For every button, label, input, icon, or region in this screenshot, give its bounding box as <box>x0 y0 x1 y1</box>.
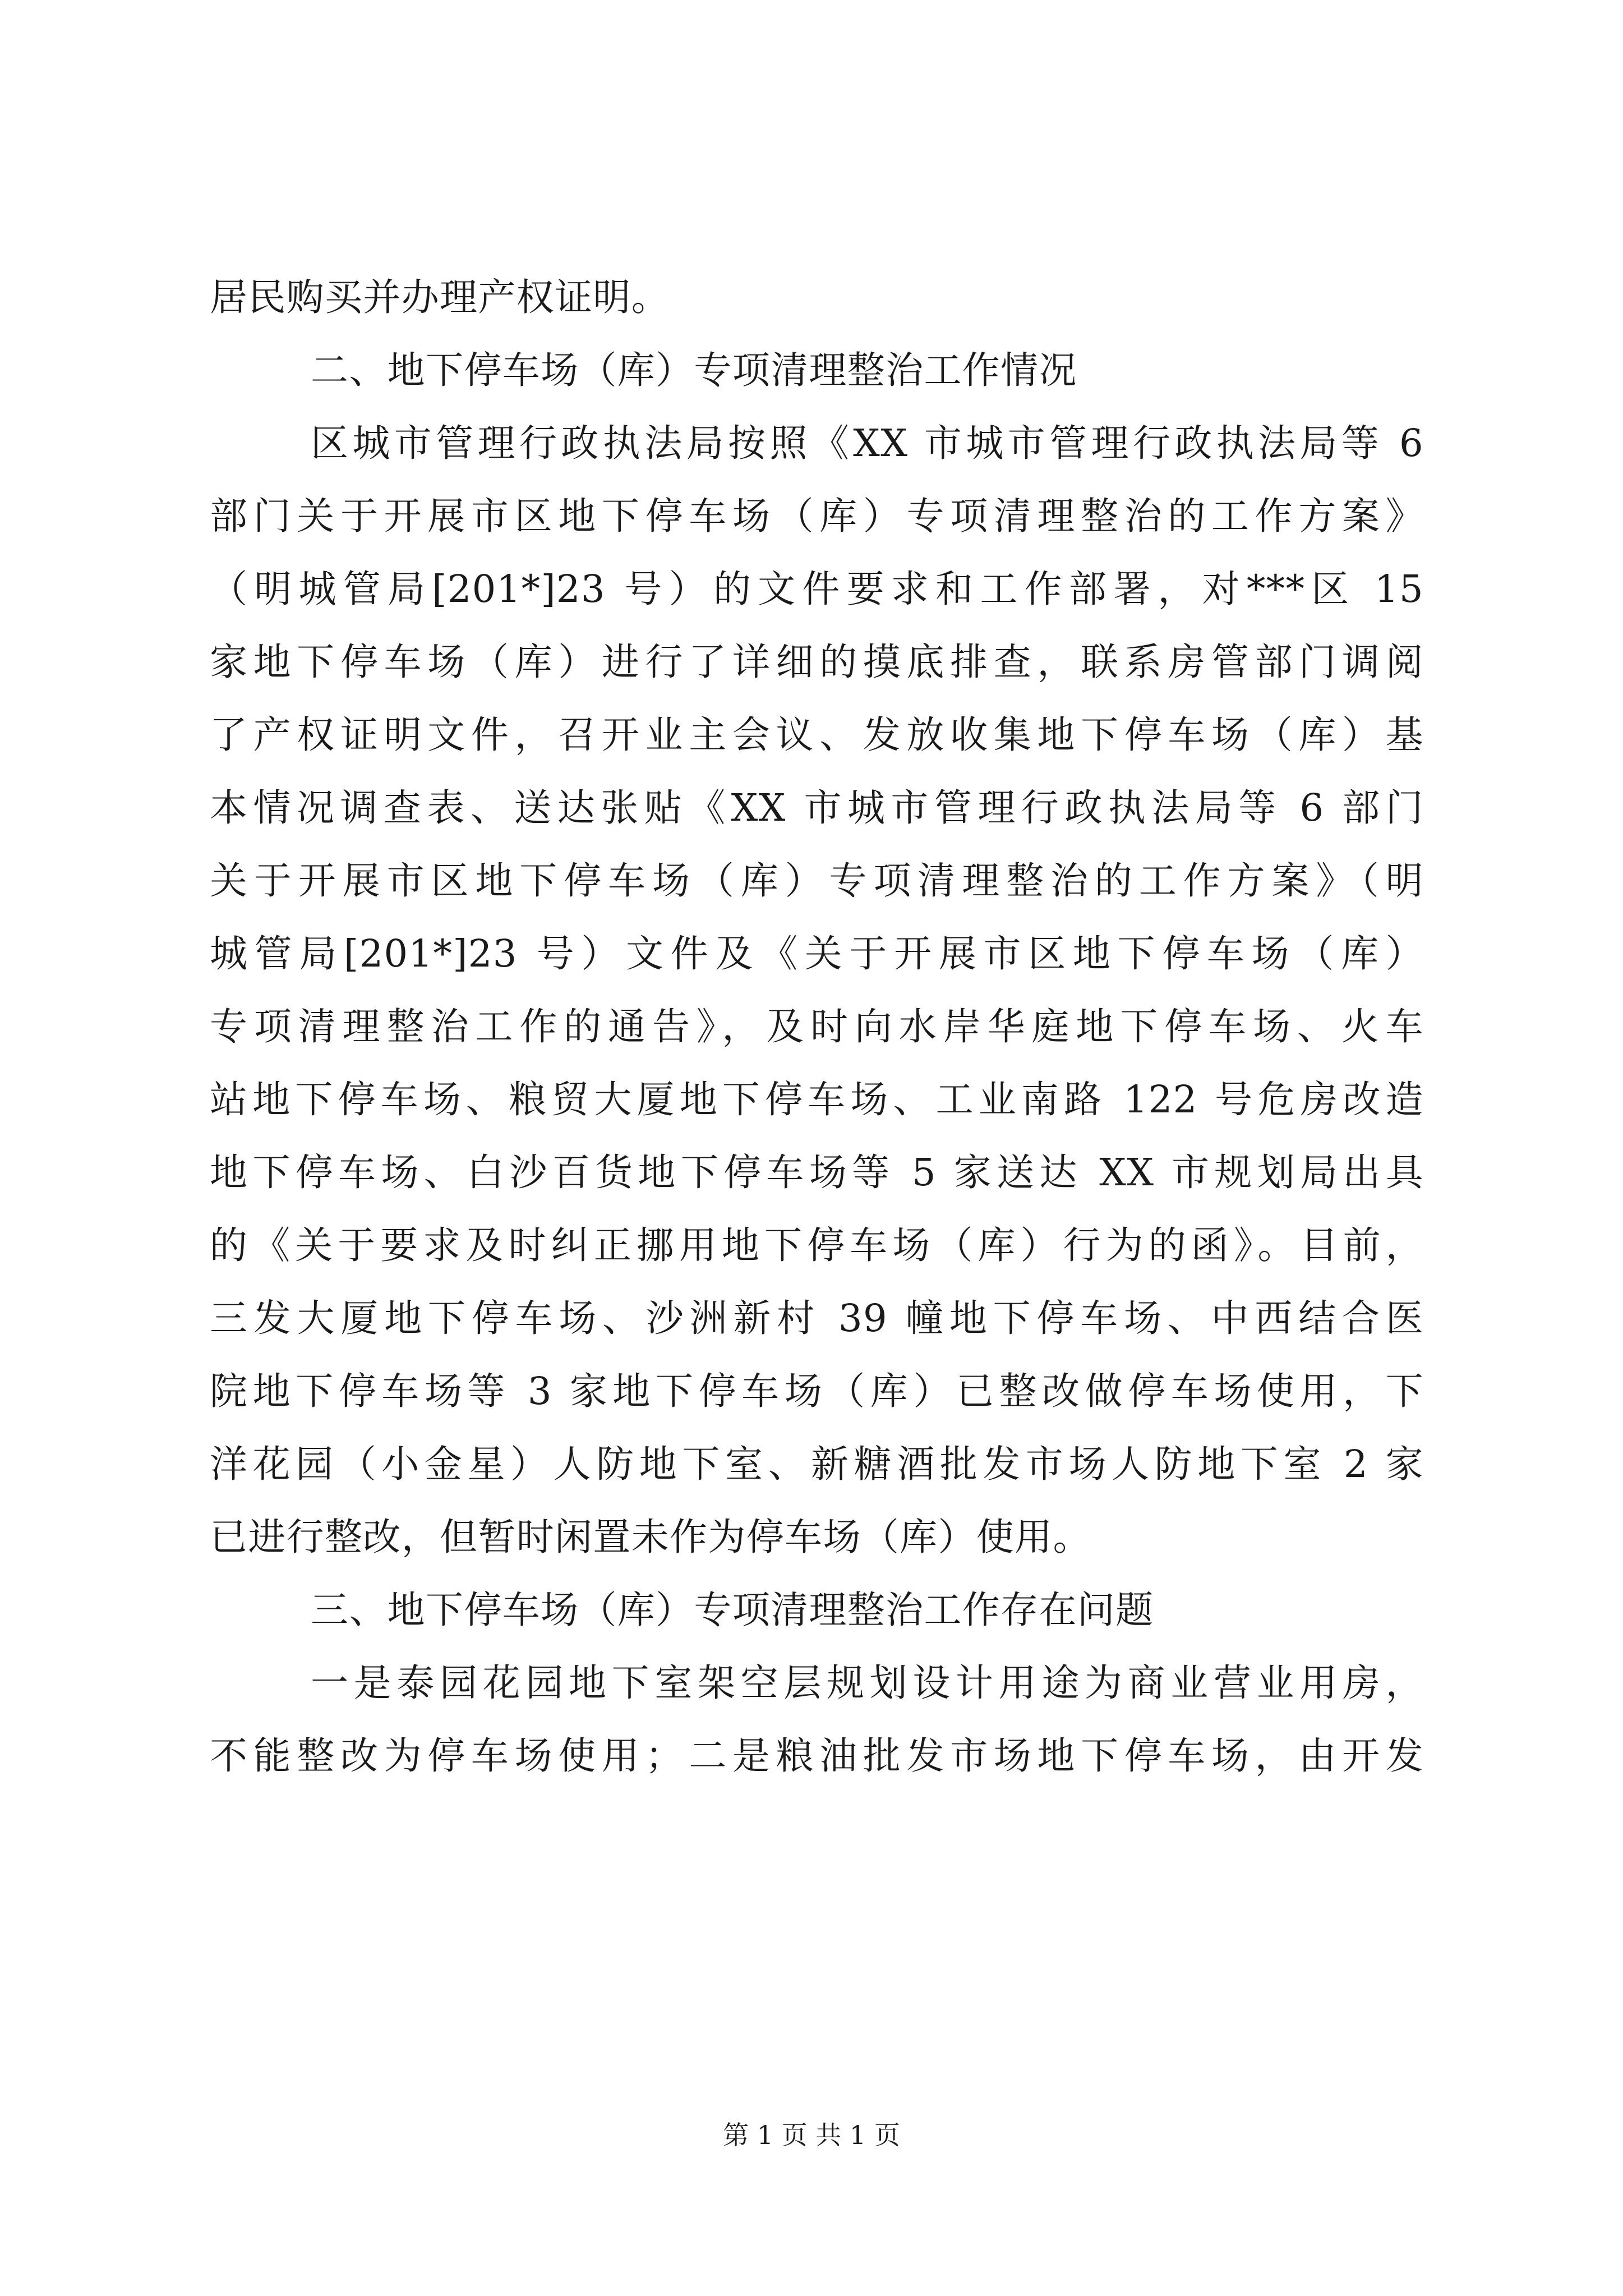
text-line-16: 院地下停车场等 3 家地下停车场（库）已整改做停车场使用，下 <box>210 1369 1424 1413</box>
text-line-18: 已进行整改，但暂时闲置未作为停车场（库）使用。 <box>210 1515 1091 1559</box>
text-line-13: 地下停车场、白沙百货地下停车场等 5 家送达 XX 市规划局出具 <box>210 1151 1424 1194</box>
text-line-15: 三发大厦地下停车场、沙洲新村 39 幢地下停车场、中西结合医 <box>210 1296 1424 1340</box>
section-heading-3: 三、地下停车场（库）专项清理整治工作存在问题 <box>311 1588 1154 1632</box>
text-line-11: 专项清理整治工作的通告》，及时向水岸华庭地下停车场、火车 <box>210 1005 1424 1048</box>
text-line-7: 了产权证明文件，召开业主会议、发放收集地下停车场（库）基 <box>210 713 1424 757</box>
section-heading-2: 二、地下停车场（库）专项清理整治工作情况 <box>311 348 1077 392</box>
text-line-4: 部门关于开展市区地下停车场（库）专项清理整治的工作方案》 <box>210 494 1424 538</box>
text-line-14: 的《关于要求及时纠正挪用地下停车场（库）行为的函》。目前， <box>210 1223 1424 1267</box>
text-line-10: 城管局[201*]23 号）文件及《关于开展市区地下停车场（库） <box>210 932 1424 976</box>
text-line-9: 关于开展市区地下停车场（库）专项清理整治的工作方案》（明 <box>210 859 1424 903</box>
text-line-8: 本情况调查表、送达张贴《XX 市城市管理行政执法局等 6 部门 <box>210 786 1424 830</box>
text-line-3: 区城市管理行政执法局按照《XX 市城市管理行政执法局等 6 <box>311 421 1424 465</box>
page-number-footer: 第 1 页 共 1 页 <box>723 2120 900 2150</box>
text-line-21: 不能整改为停车场使用；二是粮油批发市场地下停车场，由开发 <box>210 1734 1424 1778</box>
text-line-17: 洋花园（小金星）人防地下室、新糖酒批发市场人防地下室 2 家 <box>210 1442 1424 1486</box>
text-line-1: 居民购买并办理产权证明。 <box>210 275 670 319</box>
text-line-12: 站地下停车场、粮贸大厦地下停车场、工业南路 122 号危房改造 <box>210 1078 1424 1121</box>
text-line-6: 家地下停车场（库）进行了详细的摸底排查，联系房管部门调阅 <box>210 640 1424 684</box>
text-line-20: 一是泰园花园地下室架空层规划设计用途为商业营业用房， <box>311 1661 1424 1705</box>
text-line-5: （明城管局[201*]23 号）的文件要求和工作部署，对***区 15 <box>210 567 1424 611</box>
